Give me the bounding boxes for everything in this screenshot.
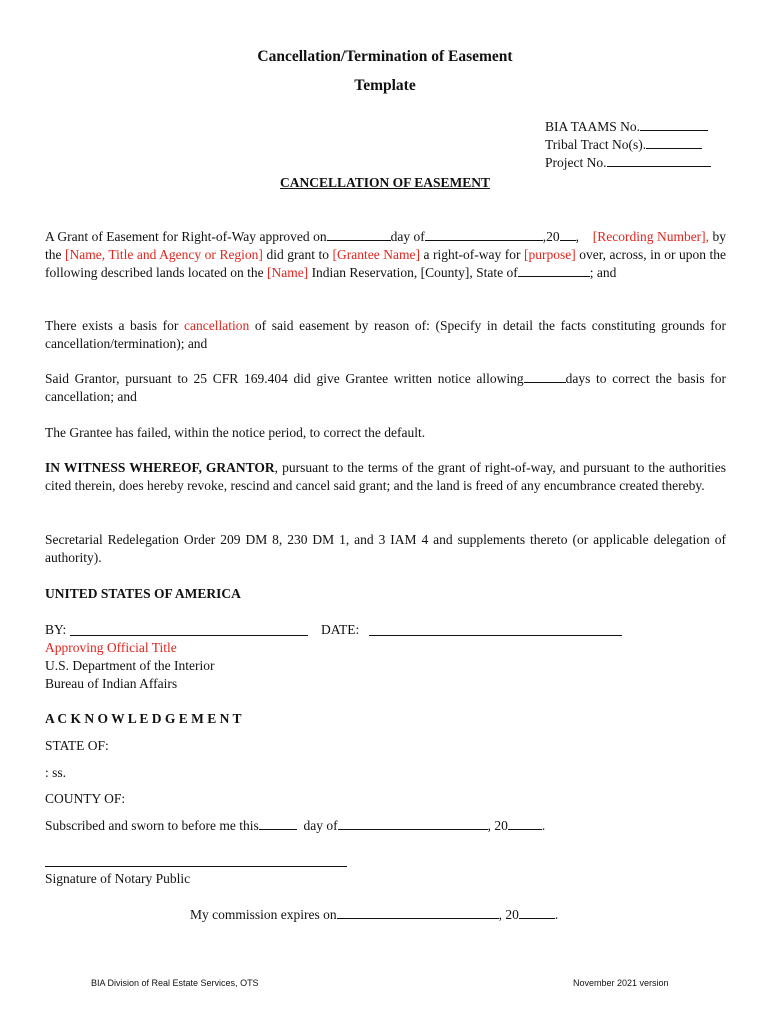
bureau-label: Bureau of Indian Affairs: [45, 676, 178, 691]
subscribed-year-blank[interactable]: [508, 817, 542, 830]
footer-left: BIA Division of Real Estate Services, OTS: [91, 978, 259, 988]
ss-label: : ss.: [45, 765, 67, 780]
grantee-placeholder: [Grantee Name]: [332, 247, 420, 262]
project-number-field[interactable]: Project No.: [545, 154, 711, 172]
approved-year-blank[interactable]: [560, 228, 576, 241]
subscribed-day-blank[interactable]: [259, 817, 297, 830]
subscribed-month-blank[interactable]: [338, 817, 488, 830]
redelegation-paragraph: Secretarial Redelegation Order 209 DM 8, 230 DM 1, and 3 IAM 4 and supplements thereto (or applicable delegation of authority).: [45, 532, 726, 565]
basis-paragraph: There exists a basis for cancellation of said easement by reason of: (Specify in detail the facts constituting grounds for cancellation/termination); and: [45, 318, 726, 351]
taams-blank[interactable]: [640, 118, 708, 131]
document-title: Cancellation/Termination of Easement: [257, 48, 513, 65]
recording-number-placeholder: [Recording Number],: [592, 229, 710, 244]
agency-placeholder: [Name, Title and Agency or Region]: [65, 247, 263, 262]
project-blank[interactable]: [607, 154, 711, 167]
tribal-tract-field[interactable]: Tribal Tract No(s).: [545, 136, 702, 154]
notary-signature-label: Signature of Notary Public: [45, 871, 191, 886]
approved-month-blank[interactable]: [425, 228, 543, 241]
notice-days-blank[interactable]: [524, 370, 566, 383]
taams-number-field[interactable]: BIA TAAMS No.: [545, 118, 708, 136]
commission-year-blank[interactable]: [519, 906, 555, 919]
section-heading: CANCELLATION OF EASEMENT: [279, 175, 491, 190]
footer-right: November 2021 version: [573, 978, 669, 988]
approving-official-title: Approving Official Title: [45, 640, 177, 655]
state-of-label: STATE OF:: [45, 738, 109, 753]
notary-signature-line[interactable]: [45, 866, 347, 867]
approved-date-blank[interactable]: [327, 228, 391, 241]
purpose-placeholder: [purpose]: [523, 247, 576, 262]
usa-heading: UNITED STATES OF AMERICA: [45, 586, 241, 601]
commission-date-blank[interactable]: [337, 906, 499, 919]
department-label: U.S. Department of the Interior: [45, 658, 215, 673]
signature-date-label: DATE:: [321, 622, 360, 637]
document-subtitle: Template: [354, 77, 416, 94]
reservation-name-placeholder: [Name]: [266, 265, 309, 280]
signature-date-line[interactable]: [369, 635, 622, 636]
default-paragraph: The Grantee has failed, within the notice period, to correct the default.: [45, 425, 426, 440]
county-of-label: COUNTY OF:: [45, 791, 126, 806]
state-blank[interactable]: [518, 264, 590, 277]
commission-line: My commission expires on , 20 .: [190, 907, 559, 922]
grant-paragraph: A Grant of Easement for Right-of-Way approved on day of ,20 , [Recording Number], by the [Name, Title and Agency or Region] did grant to [Grantee Name] a right-of-way for [purpose] over, across, in or upon the following described lands located on the [Name] Indian Reservation, [County], State of ; and: [45, 229, 726, 280]
signature-by-label: BY:: [45, 622, 67, 637]
signature-line[interactable]: [70, 635, 308, 636]
cancellation-placeholder: cancellation: [184, 318, 250, 333]
subscribed-line: Subscribed and sworn to before me this day of , 20 .: [45, 818, 546, 833]
witness-paragraph: IN WITNESS WHEREOF, GRANTOR, pursuant to the terms of the grant of right-of-way, and pursuant to the authorities cited therein, does hereby revoke, rescind and cancel said grant; and the land is freed of any encumbrance created thereby.: [45, 460, 726, 493]
acknowledgement-heading: A C K N O W L E D G E M E N T: [45, 711, 242, 726]
tract-blank[interactable]: [646, 136, 702, 149]
notice-paragraph: Said Grantor, pursuant to 25 CFR 169.404 did give Grantee written notice allowing days to correct the basis for cancellation; and: [45, 371, 727, 404]
